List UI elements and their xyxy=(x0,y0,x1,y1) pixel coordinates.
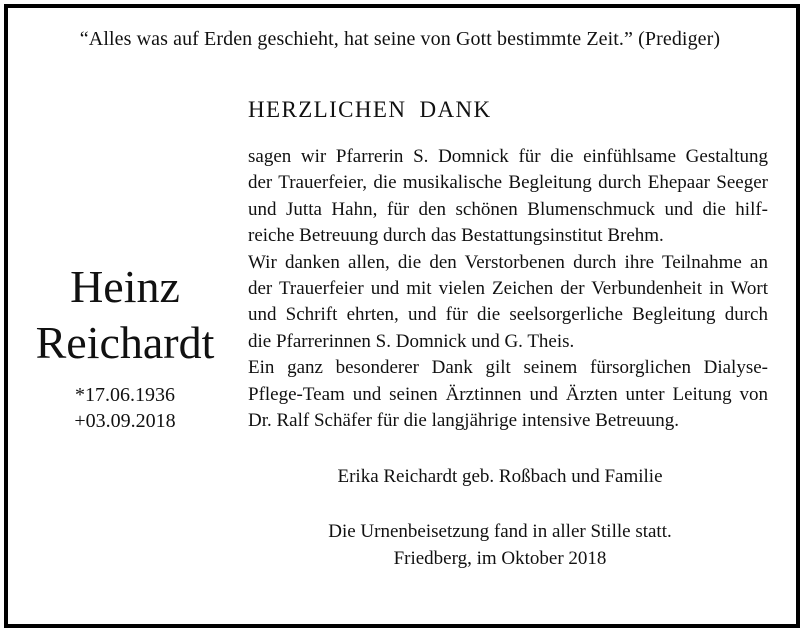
bible-quote: “Alles was auf Erden geschieht, hat seine von Gott bestimmte Zeit.” (Prediger) xyxy=(79,28,721,50)
text-line: Wir danken allen, die den Verstorbenen durch ihre Teilnahme an xyxy=(248,251,768,273)
life-dates xyxy=(10,382,240,434)
text-line: der Trauerfeier und mit vielen Zeichen der Verbundenheit in Wort xyxy=(248,278,768,300)
burial-note: Die Urnenbeisetzung fand in aller Stille statt. xyxy=(328,521,672,542)
text-line: reiche Betreuung durch das Bestattungsinstitut Brehm. xyxy=(248,225,664,247)
footer-note xyxy=(240,518,760,572)
family-signature: Erika Reichardt geb. Roßbach und Familie xyxy=(337,466,663,487)
place-date: Friedberg, im Oktober 2018 xyxy=(393,548,607,569)
text-line: Pflege-Team und seinen Ärztinnen und Ärzten unter Leitung von xyxy=(248,383,768,405)
thanks-text xyxy=(248,144,768,434)
deceased-last-name: Reichardt xyxy=(35,317,215,368)
birth-date: *17.06.1936 xyxy=(75,384,175,406)
text-line: die Pfarrerinnen S. Domnick und G. Theis. xyxy=(248,330,575,352)
text-line: und Jutta Hahn, für den schönen Blumenschmuck und die hilf- xyxy=(248,198,768,220)
text-line: Dr. Ralf Schäfer für die langjährige intensive Betreuung. xyxy=(248,410,680,432)
text-line: und Schrift ehrten, und für die seelsorgerliche Begleitung durch xyxy=(248,304,768,326)
text-line: sagen wir Pfarrerin S. Domnick für die einfühlsame Gestaltung xyxy=(248,146,768,167)
death-date: +03.09.2018 xyxy=(74,410,176,432)
deceased-first-name: Heinz xyxy=(70,261,180,312)
text-line: der Trauerfeier, die musikalische Begleitung durch Ehepaar Seeger xyxy=(248,172,768,194)
text-line: Ein ganz besonderer Dank gilt seinem fürsorglichen Dialyse- xyxy=(248,357,768,379)
heading: HERZLICHEN DANK xyxy=(248,97,492,122)
